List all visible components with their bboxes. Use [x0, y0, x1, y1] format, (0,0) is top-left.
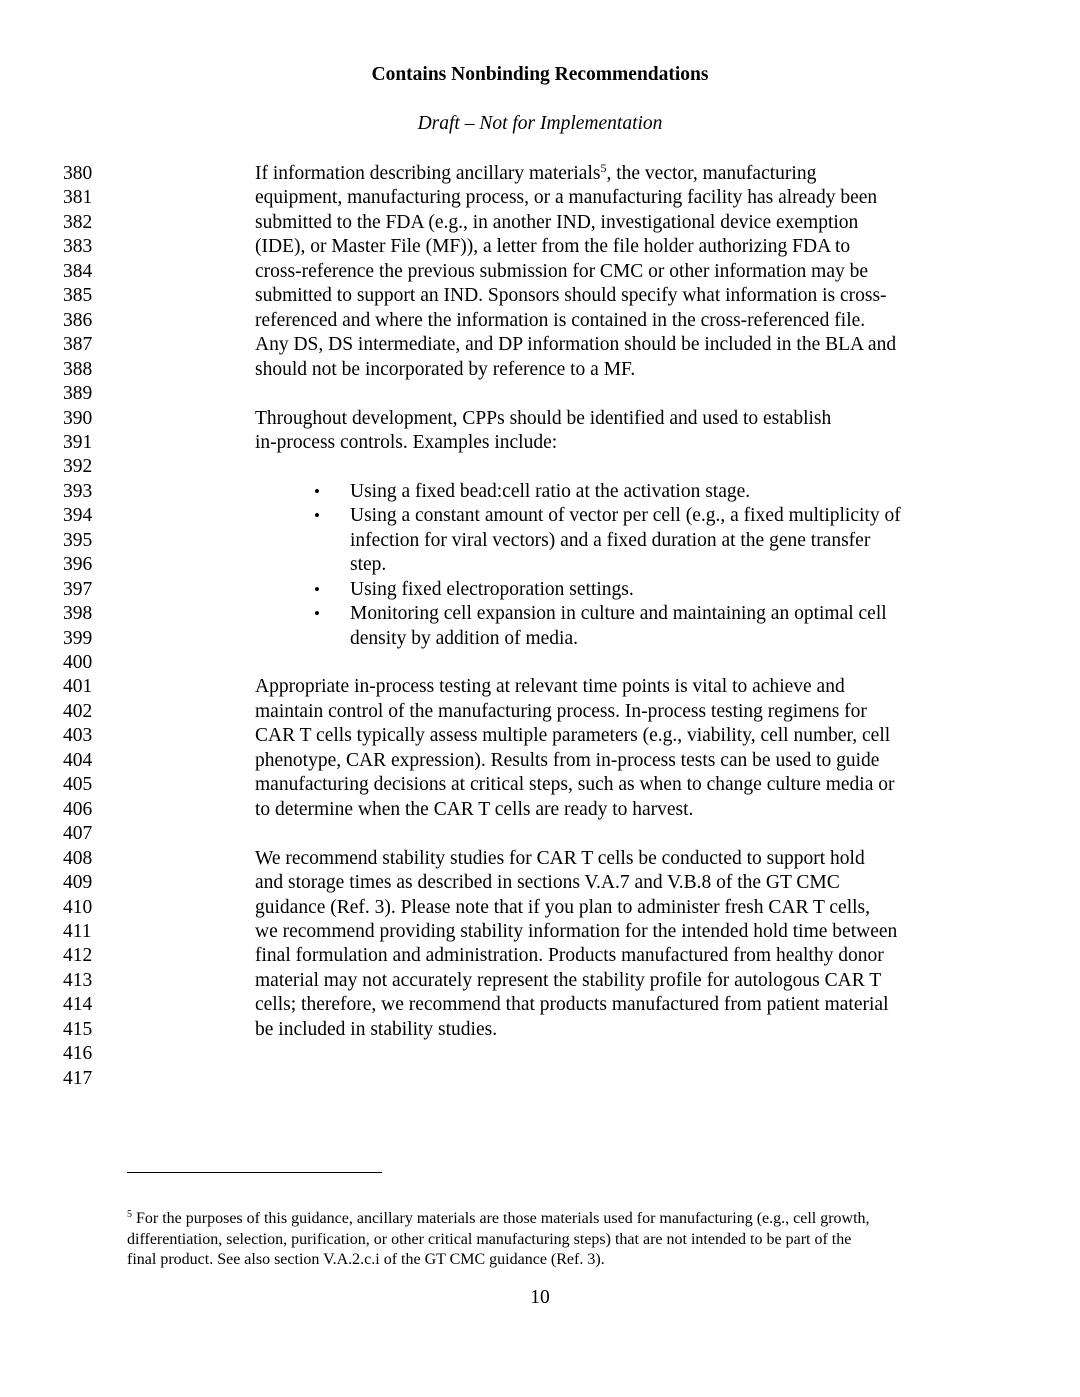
document-line — [0, 627, 1080, 651]
footnote-line — [127, 1209, 957, 1230]
line-text — [255, 944, 884, 968]
document-line — [0, 700, 1080, 724]
document-line — [0, 186, 1080, 210]
line-text — [255, 431, 557, 455]
bullet-item-text — [350, 480, 750, 504]
line-text-content: cross-reference the previous submission for CMC or other information may be — [255, 260, 869, 282]
document-line — [0, 822, 1080, 846]
footnote-line — [127, 1250, 957, 1271]
document-line — [0, 284, 1080, 308]
footnote-separator — [127, 1172, 382, 1173]
line-text — [255, 186, 877, 210]
document-line — [0, 309, 1080, 333]
document-line — [0, 260, 1080, 284]
document-line — [0, 162, 1080, 186]
line-text — [255, 896, 870, 920]
line-text — [255, 920, 897, 944]
line-text-content: referenced and where the information is contained in the cross-referenced file. — [255, 309, 866, 331]
document-line — [0, 896, 1080, 920]
line-text-content: equipment, manufacturing process, or a manufacturing facility has already been — [255, 187, 878, 209]
bullet-icon: • — [314, 506, 320, 526]
page-number: 10 — [530, 1287, 550, 1308]
line-number: 401 — [63, 676, 93, 698]
line-text-content: in-process controls. Examples include: — [255, 431, 558, 453]
line-number: 407 — [63, 823, 93, 845]
line-text-content: (IDE), or Master File (MF)), a letter from the file holder authorizing FDA to — [255, 236, 851, 258]
line-number: 412 — [63, 945, 93, 967]
bullet-item-text — [350, 504, 901, 528]
line-text — [255, 871, 840, 895]
line-text — [255, 235, 850, 259]
line-number: 389 — [63, 383, 93, 405]
footnote-text: differentiation, selection, purification, or other critical manufacturing steps) that are not intended to be part of the — [127, 1230, 852, 1248]
line-number: 413 — [63, 969, 93, 991]
line-text-content: Throughout development, CPPs should be identified and used to establish — [255, 407, 832, 429]
line-text-content: cells; therefore, we recommend that products manufactured from patient material — [255, 994, 889, 1016]
line-text — [255, 749, 879, 773]
line-number: 390 — [63, 407, 93, 429]
line-number: 386 — [63, 309, 93, 331]
line-number: 404 — [63, 749, 93, 771]
document-line — [0, 235, 1080, 259]
line-text-content: CAR T cells typically assess multiple parameters (e.g., viability, cell number, cell — [255, 725, 891, 747]
line-number: 396 — [63, 554, 93, 576]
line-number: 399 — [63, 627, 93, 649]
document-line — [0, 553, 1080, 577]
line-number: 400 — [63, 652, 93, 673]
document-line — [0, 578, 1080, 602]
line-text-content: density by addition of media. — [350, 627, 579, 649]
line-number: 403 — [63, 725, 93, 747]
line-number: 411 — [63, 920, 92, 942]
footnote-line — [127, 1230, 957, 1251]
line-text — [255, 333, 896, 357]
document-line — [0, 724, 1080, 748]
line-text-content: step. — [350, 554, 387, 576]
line-text — [255, 1018, 497, 1042]
line-text-content: If information describing ancillary materials — [255, 163, 601, 184]
line-text — [255, 798, 693, 822]
line-text-content: Using a constant amount of vector per cell (e.g., a fixed multiplicity of — [350, 505, 901, 527]
bullet-icon: • — [314, 481, 320, 501]
line-number: 381 — [63, 187, 93, 209]
line-number: 394 — [63, 505, 93, 527]
line-text-continuation: , the vector, manufacturing — [606, 163, 817, 184]
document-line — [0, 211, 1080, 235]
line-number: 382 — [63, 211, 93, 233]
line-number: 417 — [63, 1067, 93, 1089]
document-line — [0, 969, 1080, 993]
document-line — [0, 1067, 1080, 1091]
document-line — [0, 651, 1080, 675]
line-text — [255, 993, 888, 1017]
line-text-content: should not be incorporated by reference to a MF. — [255, 358, 636, 380]
line-number: 395 — [63, 529, 93, 551]
bullet-icon: • — [314, 604, 320, 624]
line-text — [255, 309, 865, 333]
document-line — [0, 1042, 1080, 1066]
line-number: 402 — [63, 700, 93, 722]
document-line — [0, 529, 1080, 553]
document-line — [0, 431, 1080, 455]
line-text — [255, 162, 816, 186]
page-header: Contains Nonbinding Recommendations — [371, 64, 709, 85]
line-number: 405 — [63, 774, 93, 796]
footnote-text: For the purposes of this guidance, ancillary materials are those materials used for manufacturing (e.g., cell growth, — [132, 1210, 870, 1227]
document-line — [0, 675, 1080, 699]
line-number: 410 — [63, 896, 93, 918]
line-number: 397 — [63, 578, 93, 600]
line-text — [255, 969, 881, 993]
line-text-content: Using a fixed bead:cell ratio at the activation stage. — [350, 480, 751, 502]
line-text — [255, 773, 895, 797]
line-number: 416 — [63, 1043, 93, 1065]
document-line — [0, 944, 1080, 968]
document-line — [0, 504, 1080, 528]
document-line — [0, 358, 1080, 382]
line-text-content: to determine when the CAR T cells are ready to harvest. — [255, 798, 694, 820]
line-text-content: Using fixed electroporation settings. — [350, 578, 634, 600]
line-text-content: Any DS, DS intermediate, and DP information should be included in the BLA and — [255, 334, 897, 356]
line-text — [255, 407, 831, 431]
document-line — [0, 382, 1080, 406]
line-number: 392 — [63, 456, 93, 478]
line-text-content: maintain control of the manufacturing process. In-process testing regimens for — [255, 700, 867, 722]
line-number: 385 — [63, 285, 93, 307]
line-number: 414 — [63, 994, 93, 1016]
line-text — [255, 847, 865, 871]
line-text-content: be included in stability studies. — [255, 1018, 498, 1040]
line-text — [255, 358, 635, 382]
line-text — [255, 260, 868, 284]
line-number: 409 — [63, 872, 93, 894]
document-line — [0, 798, 1080, 822]
line-text — [255, 700, 867, 724]
line-text — [255, 675, 845, 699]
bullet-icon: • — [314, 579, 320, 599]
document-line — [0, 1018, 1080, 1042]
document-line — [0, 455, 1080, 479]
document-line — [0, 407, 1080, 431]
document-line — [0, 993, 1080, 1017]
line-text-content: we recommend providing stability information for the intended hold time between — [255, 920, 898, 942]
line-text-content: material may not accurately represent the stability profile for autologous CAR T — [255, 969, 882, 991]
line-text-content: phenotype, CAR expression). Results from in-process tests can be used to guide — [255, 749, 880, 771]
line-number: 391 — [63, 431, 93, 453]
line-text — [255, 211, 858, 235]
document-line — [0, 749, 1080, 773]
line-number: 406 — [63, 798, 93, 820]
line-number: 384 — [63, 260, 93, 282]
line-text — [350, 529, 870, 553]
footnote-marker: 5 — [127, 1209, 132, 1220]
line-text-content: final formulation and administration. Products manufactured from healthy donor — [255, 945, 884, 967]
footnote-reference[interactable]: 5 — [600, 161, 607, 175]
line-text-content: infection for viral vectors) and a fixed duration at the gene transfer — [350, 529, 871, 551]
line-number: 408 — [63, 847, 93, 869]
document-line — [0, 920, 1080, 944]
document-line — [0, 773, 1080, 797]
line-text — [350, 553, 386, 577]
line-text — [255, 724, 890, 748]
line-number: 387 — [63, 334, 93, 356]
line-number: 380 — [63, 163, 93, 184]
bullet-item-text — [350, 578, 634, 602]
document-line — [0, 871, 1080, 895]
document-line — [0, 602, 1080, 626]
line-text-content: submitted to support an IND. Sponsors should specify what information is cross- — [255, 285, 887, 307]
line-number: 383 — [63, 236, 93, 258]
document-line — [0, 333, 1080, 357]
line-number: 388 — [63, 358, 93, 380]
document-line — [0, 480, 1080, 504]
line-text-content: and storage times as described in sections V.A.7 and V.B.8 of the GT CMC — [255, 872, 840, 894]
document-line — [0, 847, 1080, 871]
line-number: 393 — [63, 480, 93, 502]
line-text-content: Appropriate in-process testing at relevant time points is vital to achieve and — [255, 676, 845, 698]
line-number: 398 — [63, 603, 93, 625]
line-text — [350, 627, 578, 651]
line-text-content: submitted to the FDA (e.g., in another IND, investigational device exemption — [255, 211, 859, 233]
line-text-content: Monitoring cell expansion in culture and maintaining an optimal cell — [350, 603, 887, 625]
line-text-content: We recommend stability studies for CAR T cells be conducted to support hold — [255, 847, 865, 869]
line-text — [255, 284, 887, 308]
line-text-content: guidance (Ref. 3). Please note that if you plan to administer fresh CAR T cells, — [255, 896, 871, 918]
line-text-content: manufacturing decisions at critical steps, such as when to change culture media or — [255, 774, 895, 796]
bullet-item-text — [350, 602, 887, 626]
line-number: 415 — [63, 1018, 93, 1040]
draft-notice: Draft – Not for Implementation — [417, 113, 663, 134]
footnote-text: final product. See also section V.A.2.c.i of the GT CMC guidance (Ref. 3). — [127, 1251, 605, 1269]
